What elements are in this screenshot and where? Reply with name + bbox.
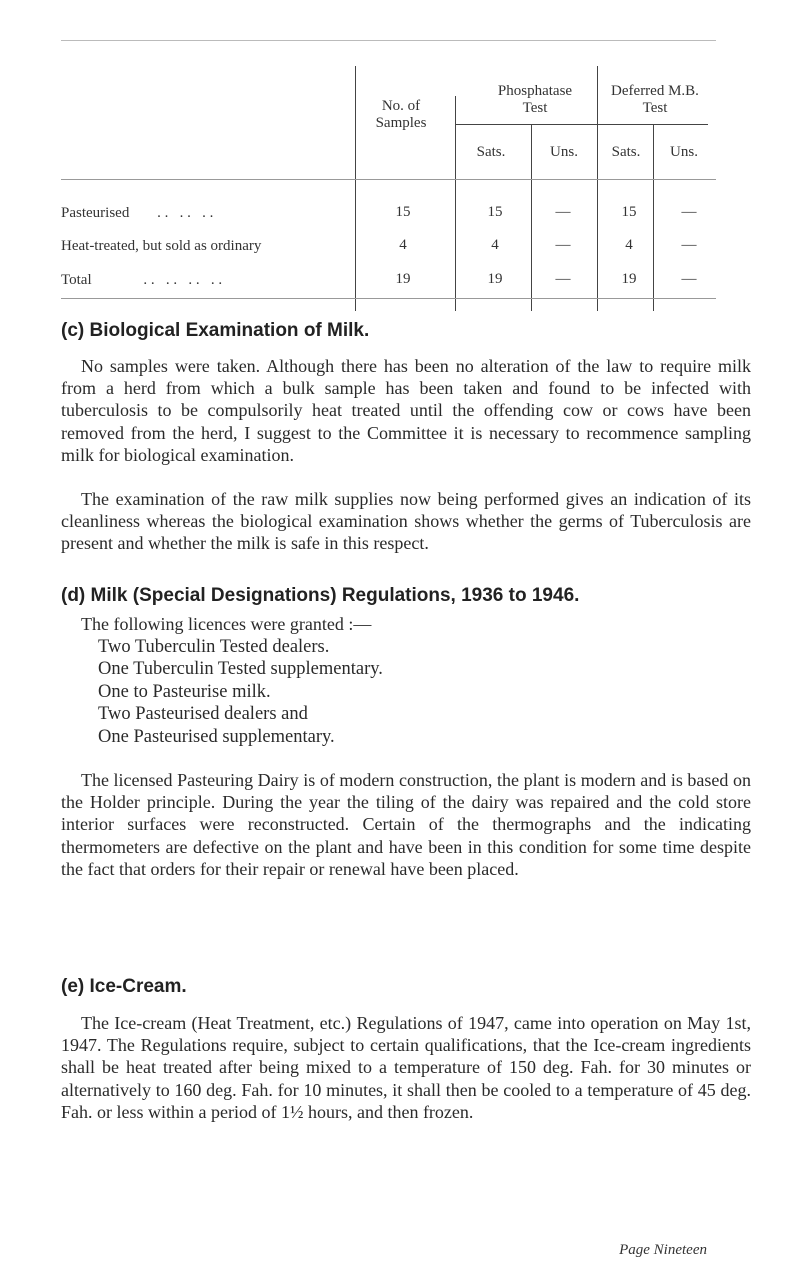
section-heading-special-designations: (d) Milk (Special Designations) Regulations, 1936 to 1946.	[61, 585, 580, 606]
milk-sampling-table	[0, 0, 800, 310]
cell-deferred-uns: —	[681, 271, 697, 287]
row-label: Total	[61, 272, 92, 288]
cell-phosphatase-sats: 19	[487, 271, 503, 287]
sub-header-phosphatase-sats: Sats.	[476, 144, 506, 160]
list-item: Two Pasteurised dealers and	[98, 704, 308, 725]
col-header-samples: No. of Samples	[375, 98, 427, 131]
cell-phosphatase-sats: 4	[491, 237, 499, 253]
paragraph-biological-sampling: No samples were taken. Although there has been no alteration of the law to require milk from a herd from which a bulk sample has been taken and found to be infected with tuberculosis to be compulsorily heat treated until the offending cow or cows have been removed from the herd, I suggest to the Committee it is necessary to recommence sampling milk for biological examination.	[61, 356, 751, 465]
cell-deferred-uns: —	[681, 204, 697, 220]
row-label: Pasteurised	[61, 205, 130, 221]
row-label: Heat-treated, but sold as ordinary	[61, 238, 262, 254]
section-heading-biological-examination: (c) Biological Examination of Milk.	[61, 320, 370, 341]
cell-samples: 4	[399, 237, 407, 253]
row-leader-dots: . . . . . .	[157, 205, 214, 221]
paragraph-pasteuring-dairy: The licensed Pasteuring Dairy is of modern construction, the plant is modern and is based on the Holder principle. During the year the tiling of the dairy was repaired and the cold store interior surfaces were reconstructed. Certain of the thermographs and the indicating thermometers are defective on the plant and have been in this condition for some time despite the fact that orders for their repair or renewal have been placed.	[61, 770, 751, 879]
list-item: One Pasteurised supplementary.	[98, 726, 335, 747]
cell-phosphatase-uns: —	[555, 271, 571, 287]
cell-deferred-sats: 19	[621, 271, 637, 287]
cell-samples: 15	[395, 204, 411, 220]
sub-header-phosphatase-uns: Uns.	[550, 144, 578, 160]
sub-header-deferred-sats: Sats.	[611, 144, 641, 160]
licences-list	[98, 636, 383, 748]
sub-header-deferred-uns: Uns.	[670, 144, 698, 160]
cell-phosphatase-uns: —	[555, 204, 571, 220]
col-header-deferred: Deferred M.B. Test	[611, 83, 699, 116]
col-header-phosphatase: Phosphatase Test	[497, 83, 573, 116]
section-heading-ice-cream: (e) Ice-Cream.	[61, 976, 187, 997]
page-number: Page Nineteen	[619, 1242, 707, 1258]
licences-intro: The following licences were granted :—	[81, 614, 372, 634]
cell-deferred-sats: 15	[621, 204, 637, 220]
cell-phosphatase-sats: 15	[487, 204, 503, 220]
list-item: Two Tuberculin Tested dealers.	[98, 637, 330, 657]
cell-deferred-sats: 4	[625, 237, 633, 253]
paragraph-ice-cream-regulations: The Ice-cream (Heat Treatment, etc.) Regulations of 1947, came into operation on May 1st, 1947. The Regulations require, subject to certain qualifications, that the Ice-cream ingredients shall be heat treated after being mixed to a temperature of 150 deg. Fah. for 30 minutes or alternatively to 160 deg. Fah. for 10 minutes, it shall then be cooled to a temperature of 45 deg. Fah. or less within a period of 1½ hours, and then frozen.	[61, 1013, 751, 1122]
list-item: One Tuberculin Tested supplementary.	[98, 659, 383, 680]
cell-samples: 19	[395, 271, 411, 287]
list-item: One to Pasteurise milk.	[98, 681, 271, 702]
cell-phosphatase-uns: —	[555, 237, 571, 253]
cell-deferred-uns: —	[681, 237, 697, 253]
row-leader-dots: . . . . . . . .	[143, 272, 223, 288]
paragraph-raw-milk-examination: The examination of the raw milk supplies now being performed gives an indication of its cleanliness whereas the biological examination shows whether the germs of Tuberculosis are present and whether the milk is safe in this respect.	[61, 489, 751, 554]
